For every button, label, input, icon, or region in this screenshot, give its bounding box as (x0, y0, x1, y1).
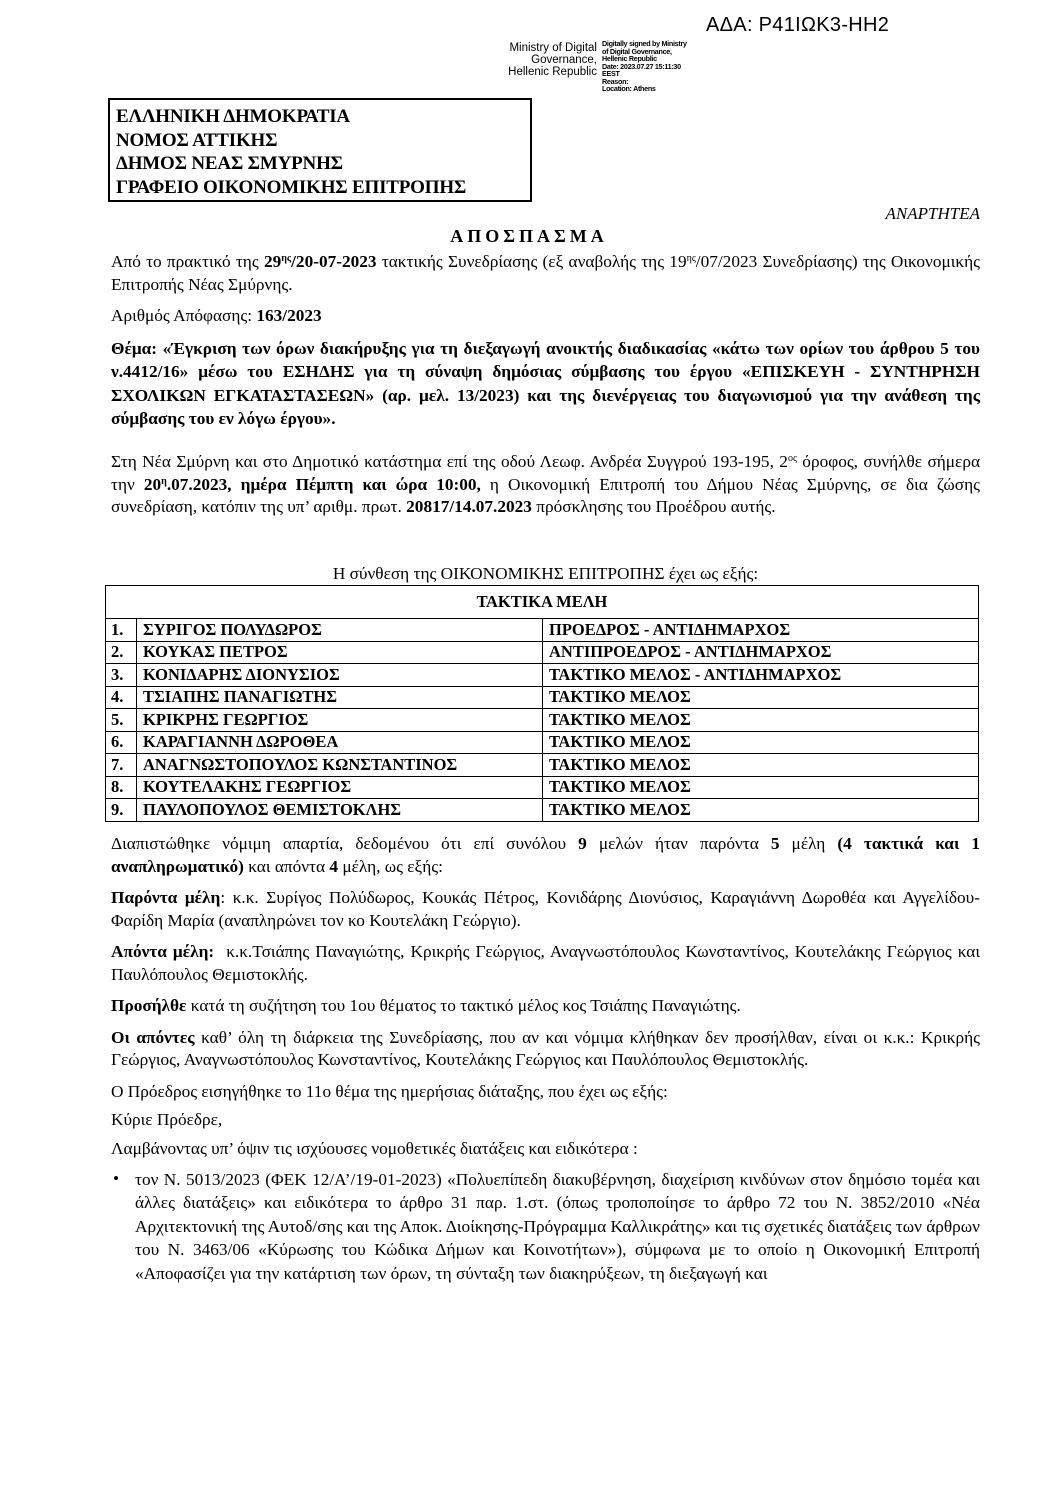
member-number: 2. (106, 641, 137, 664)
posting-notice: ΑΝΑΡΤΗΤΕΑ (885, 204, 980, 223)
intro-paragraph: Από το πρακτικό της $29^{\eta\varsigma}/20-07-2023$ τακτικής Συνεδρίασης (εξ αναβολής της $19^{\eta\varsigma}/07/2023$ Συνεδρίασης) της Οικονομικής Επιτροπής Νέας Σμύρνης. (111, 252, 980, 294)
member-name: ΚΟΥΚΑΣ ΠΕΤΡΟΣ (137, 641, 543, 664)
considering-line: Λαμβάνοντας υπ’ όψιν τις ισχύουσες νομοθετικές διατάξεις και ειδικότερα : (111, 1138, 638, 1158)
members-table-row (106, 776, 979, 799)
member-role: ΠΡΟΕΔΡΟΣ - ΑΝΤΙΔΗΜΑΡΧΟΣ (543, 619, 979, 642)
members-table-header-row (106, 586, 979, 619)
signature-organization (497, 42, 597, 78)
legal-basis-text: τον Ν. 5013/2023 (ΦΕΚ 12/Α’/19-01-2023) «Πολυεπίπεδη διακυβέρνηση, διαχείριση κινδύνων στον δημόσιο τομέα και άλλες διατάξεις» και ειδικότερα το άρθρο 31 παρ. 1.στ. (όπως τροποποίησε το άρθρο 72 του Ν. 3852/2010 «Νέα Αρχιτεκτονική της Αυτοδ/σης και της Αποκ. Διοίκησης-Πρόγραμμα Καλλικράτης» και τις σχετικές διατάξεις των άρθρων του Ν. 3463/06 «Κύρωσης του Κώδικα Δήμων και Κοινοτήτων»), σύμφωνα με το οποίο η Οικονομική Επιτροπή «Αποφασίζει για την κατάρτιση των όρων, τη σύνταξη των διακηρύξεων, τη διεξαγωγή και (135, 1170, 980, 1283)
member-role: ΤΑΚΤΙΚΟ ΜΕΛΟΣ (543, 731, 979, 754)
arrived-member: Προσήλθε κατά τη συζήτηση του 1ου θέματος το τακτικό μέλος κος Τσιάπης Παναγιώτης. (111, 996, 741, 1015)
invitation-number: 20817/14.07.2023 (406, 497, 532, 516)
bullet-icon: • (113, 1169, 120, 1188)
members-table-header: ΤΑΚΤΙΚΑ ΜΕΛΗ (106, 586, 979, 619)
member-role: ΤΑΚΤΙΚΟ ΜΕΛΟΣ (543, 799, 979, 822)
member-name: ΚΟΥΤΕΛΑΚΗΣ ΓΕΩΡΓΙΟΣ (137, 776, 543, 799)
president-intro: Ο Πρόεδρος εισηγήθηκε το 11ο θέμα της ημερήσιας διάταξης, που έχει ως εξής: (111, 1081, 668, 1101)
member-name: ΚΟΝΙΔΑΡΗΣ ΔΙΟΝΥΣΙΟΣ (137, 664, 543, 687)
member-number: 3. (106, 664, 137, 687)
subject: Θέμα: «Έγκριση των όρων διακήρυξης για τη διεξαγωγή ανοικτής διαδικασίας «κάτω των ορίων του άρθρου 5 του ν.4412/16» μέσω του ΕΣΗΔΗΣ για τη σύναψη δημόσιας σύμβασης του έργου «ΕΠΙΣΚΕΥΗ - ΣΥΝΤΗΡΗΣΗ ΣΧΟΛΙΚΩΝ ΕΓΚΑΤΑΣΤΑΣΕΩΝ» (αρ. μελ. 13/2023) και της διενέργειας του διαγωνισμού για την ανάθεση της σύμβασης του εν λόγω έργου». (111, 338, 980, 428)
absentees-paragraph: Οι απόντες καθ’ όλη τη διάρκεια της Συνεδρίασης, που αν και νόμιμα κλήθηκαν δεν προσήλθαν, είναι οι κ.κ.: Κρικρής Γεώργιος, Αναγνωστόπουλος Κωνσταντίνος, Κουτελάκης Γεώργιος και Παυλόπουλος Θεμιστοκλής. (111, 1027, 980, 1069)
legal-basis-item (111, 1168, 980, 1285)
session-number: $29^{\eta\varsigma}/20-07-2023$ (263, 252, 377, 271)
intro-section (111, 251, 980, 431)
meeting-paragraph: Στη Νέα Σμύρνη και στο Δημοτικό κατάστημα επί της οδού Λεωφ. Ανδρέα Συγγρού 193-195, $2^{o\varsigma}$ όροφος, συνήλθε σήμερα την $20^\eta.07.2023$, ημέρα Πέμπτη και ώρα 10:00, η Οικονομική Επιτροπή του Δήμου Νέας Σμύρνης, σε δια ζώσης συνεδρίαση, κατόπιν της υπ’ αριθμ. πρωτ. 20817/14.07.2023 πρόσκλησης του Προέδρου αυτής. (111, 452, 980, 516)
signature-detail-line: Date: 2023.07.27 15:11:30 (602, 61, 681, 71)
signature-org-line: Hellenic Republic (508, 66, 597, 78)
member-role: ΤΑΚΤΙΚΟ ΜΕΛΟΣ (543, 709, 979, 732)
signature-detail-line: Reason: (602, 76, 629, 86)
member-number: 4. (106, 686, 137, 709)
members-table-row (106, 754, 979, 777)
member-name: ΣΥΡΙΓΟΣ ΠΟΛΥΔΩΡΟΣ (137, 619, 543, 642)
member-role: ΑΝΤΙΠΡΟΕΔΡΟΣ - ΑΝΤΙΔΗΜΑΡΧΟΣ (543, 641, 979, 664)
signature-details (602, 40, 687, 93)
meeting-date: $20^\eta.07.2023$, ημέρα Πέμπτη και ώρα 10:00, (143, 474, 481, 494)
attendance-section (111, 833, 985, 1285)
member-name: ΚΑΡΑΓΙΑΝΝΗ ΔΩΡΟΘΕΑ (137, 731, 543, 754)
member-number: 5. (106, 709, 137, 732)
composition-caption: Η σύνθεση της ΟΙΚΟΝΟΜΙΚΗΣ ΕΠΙΤΡΟΠΗΣ έχει ως εξής: (332, 564, 759, 583)
member-role: ΤΑΚΤΙΚΟ ΜΕΛΟΣ - ΑΝΤΙΔΗΜΑΡΧΟΣ (543, 664, 979, 687)
quorum-paragraph: Διαπιστώθηκε νόμιμη απαρτία, δεδομένου ότι επί συνόλου 9 μελών ήταν παρόντα 5 μέλη (4 τακτικά και 1 αναπληρωματικό) και απόντα 4 μέλη, ως εξής: (111, 834, 981, 876)
decision-number-line: Αριθμός Απόφασης: 163/2023 (111, 306, 322, 325)
header-line: ΕΛΛΗΝΙΚΗ ΔΗΜΟΚΡΑΤΙΑ (116, 106, 350, 127)
signature-detail-line: of Digital Governance, (602, 46, 672, 56)
absent-members: Απόντα μέλη: κ.κ.Τσιάπης Παναγιώτης, Κρικρής Γεώργιος, Αναγνωστόπουλος Κωνσταντίνος, Κουτελάκης Γεώργιος και Παυλόπουλος Θεμιστοκλής. (111, 942, 985, 984)
document-title: ΑΠΟΣΠΑΣΜΑ (450, 226, 608, 246)
members-table (105, 585, 979, 822)
members-table-row (106, 709, 979, 732)
member-name: ΤΣΙΑΠΗΣ ΠΑΝΑΓΙΩΤΗΣ (137, 686, 543, 709)
salutation: Κύριε Πρόεδρε, (111, 1110, 223, 1129)
members-table-row (106, 641, 979, 664)
member-name: ΠΑΥΛΟΠΟΥΛΟΣ ΘΕΜΙΣΤΟΚΛΗΣ (137, 799, 543, 822)
issuer-header-box (108, 98, 532, 202)
members-table-row (106, 686, 979, 709)
member-name: ΚΡΙΚΡΗΣ ΓΕΩΡΓΙΟΣ (137, 709, 543, 732)
members-table-row (106, 799, 979, 822)
signature-detail-line: Digitally signed by Ministry (602, 39, 687, 48)
member-number: 7. (106, 754, 137, 777)
member-role: ΤΑΚΤΙΚΟ ΜΕΛΟΣ (543, 776, 979, 799)
signature-org-line: Ministry of Digital (509, 42, 597, 54)
header-line: ΝΟΜΟΣ ΑΤΤΙΚΗΣ (116, 129, 278, 151)
members-table-row (106, 664, 979, 687)
members-table-row (106, 731, 979, 754)
signature-detail-line: EEST (602, 69, 620, 78)
ada-value: Ρ41ΙΩΚ3-ΗΗ2 (758, 14, 890, 36)
present-members: Παρόντα μέλη: κ.κ. Συρίγος Πολύδωρος, Κουκάς Πέτρος, Κονιδάρης Διονύσιος, Καραγιάννη Δωροθέα και Αγγελίδου-Φαρίδη Μαρία (αναπληρώνει τον κο Κουτελάκη Γεώργιο). (111, 888, 980, 930)
header-line: ΔΗΜΟΣ ΝΕΑΣ ΣΜΥΡΝΗΣ (116, 153, 343, 174)
signature-detail-line: Location: Athens (602, 84, 656, 93)
signature-org-line: Governance, (531, 54, 597, 66)
ada-code (706, 14, 889, 37)
members-table-row (106, 619, 979, 642)
signature-detail-line: Hellenic Republic (602, 54, 657, 63)
member-number: 9. (106, 799, 137, 822)
member-role: ΤΑΚΤΙΚΟ ΜΕΛΟΣ (543, 686, 979, 709)
member-role: ΤΑΚΤΙΚΟ ΜΕΛΟΣ (543, 754, 979, 777)
member-number: 6. (106, 731, 137, 754)
member-number: 1. (106, 619, 137, 642)
member-name: ΑΝΑΓΝΩΣΤΟΠΟΥΛΟΣ ΚΩΝΣΤΑΝΤΙΝΟΣ (137, 754, 543, 777)
decision-number: 163/2023 (256, 306, 322, 325)
member-number: 8. (106, 776, 137, 799)
header-line: ΓΡΑΦΕΙΟ ΟΙΚΟΝΟΜΙΚΗΣ ΕΠΙΤΡΟΠΗΣ (116, 176, 467, 198)
ada-label: ΑΔΑ: (706, 14, 753, 36)
